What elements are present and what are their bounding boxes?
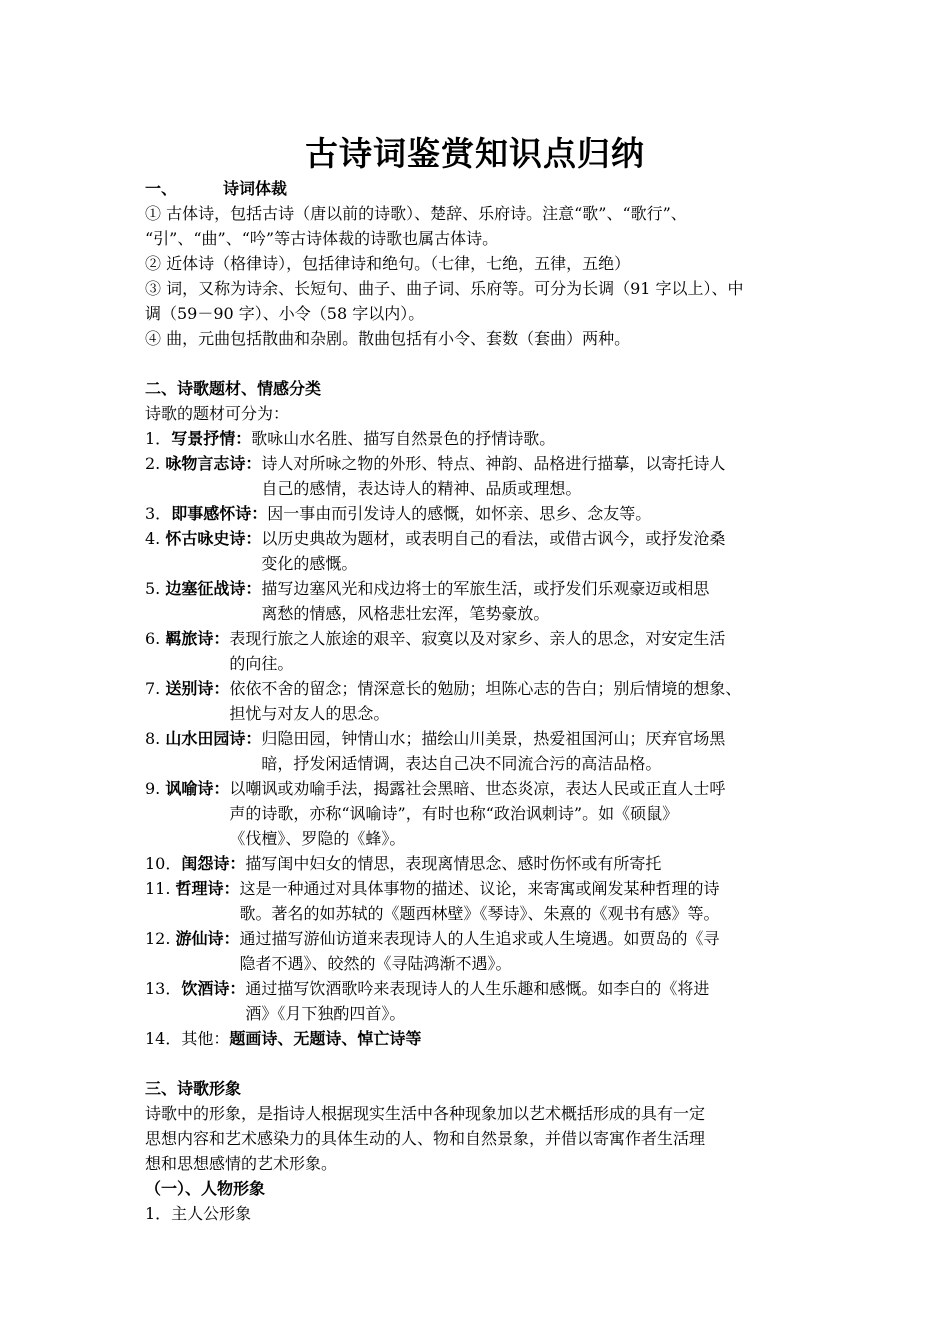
- genre-item: [145, 851, 813, 876]
- genre-item-number: 2.: [145, 454, 166, 473]
- description-line: 歌。著名的如苏轼的《题西林壁》《琴诗》、朱熹的《观书有感》等。: [239, 904, 720, 923]
- genre-item-description: [240, 926, 813, 976]
- genre-item-description: [229, 626, 813, 676]
- section-1-heading: [145, 176, 813, 201]
- genre-item-head: [145, 451, 261, 501]
- description-line: 暗，抒发闲适情调，表达自己决不同流合污的高洁品格。: [261, 754, 662, 773]
- subsection-item: 1．主人公形象: [145, 1204, 252, 1223]
- genre-item-description: [267, 501, 813, 526]
- genre-item-head: [145, 851, 245, 876]
- genre-item: [145, 776, 813, 851]
- description-line: 《伐檀》、罗隐的《蜂》。: [229, 829, 406, 848]
- genre-item: [145, 676, 813, 726]
- genre-item-name: 闺怨诗：: [181, 854, 246, 873]
- description-line: 离愁的情感，风格悲壮宏浑，笔势豪放。: [261, 604, 550, 623]
- description-line: 自己的感情，表达诗人的精神、品质或理想。: [261, 479, 582, 498]
- genre-item-head: [145, 426, 251, 451]
- genre-item-description: [251, 426, 813, 451]
- subsection-heading: （一）、人物形象: [145, 1179, 266, 1198]
- genre-item-name: 山水田园诗：: [165, 729, 262, 748]
- genre-item-number: 13．: [145, 979, 182, 998]
- description-line: 歌咏山水名胜、描写自然景色的抒情诗歌。: [251, 429, 556, 448]
- section-1-title: 诗词体裁: [223, 179, 288, 198]
- genre-item-other: [145, 1026, 813, 1051]
- genre-item-number: 14．: [145, 1029, 182, 1048]
- genre-item-name: 怀古咏史诗：: [165, 529, 262, 548]
- description-line: 描写边塞风光和戍边将士的军旅生活，或抒发们乐观豪迈或相思: [261, 579, 710, 598]
- genre-item-name: 饮酒诗：: [181, 979, 246, 998]
- page-title: 古诗词鉴赏知识点归纳: [305, 134, 645, 173]
- paragraph-line: ③ 词，又称为诗余、长短句、曲子、曲子词、乐府等。可分为长调（91 字以上）、中: [145, 279, 744, 298]
- genre-item: [145, 426, 813, 451]
- genre-item-head: [145, 626, 229, 676]
- description-line: 依依不舍的留念；情深意长的勉励；坦陈心志的告白；别后情境的想象、: [229, 679, 742, 698]
- genre-item-description: [261, 576, 813, 626]
- section-3-heading: 三、诗歌形象: [145, 1079, 242, 1098]
- genre-item-name: 写景抒情：: [171, 429, 252, 448]
- description-line: 以历史典故为题材，或表明自己的看法，或借古讽今，或抒发沧桑: [261, 529, 726, 548]
- section-1-number: 一、: [145, 179, 178, 198]
- genre-item-head: [145, 926, 240, 976]
- genre-item-name: 游仙诗：: [175, 929, 240, 948]
- paragraph-line: 调（59－90 字）、小令（58 字以内）。: [145, 304, 425, 323]
- genre-item-name: 羁旅诗：: [165, 629, 230, 648]
- genre-item-head: [145, 576, 261, 626]
- genre-list: [145, 426, 813, 1026]
- genre-item: [145, 576, 813, 626]
- section-2-heading: 二、诗歌题材、情感分类: [145, 379, 322, 398]
- description-line: 以嘲讽或劝喻手法，揭露社会黑暗、世态炎凉，表达人民或正直人士呼: [229, 779, 726, 798]
- genre-item: [145, 501, 813, 526]
- genre-item: [145, 876, 813, 926]
- description-line: 因一事由而引发诗人的感慨，如怀亲、思乡、念友等。: [267, 504, 652, 523]
- genre-item-number: 1．: [145, 429, 172, 448]
- genre-item-head: [145, 501, 267, 526]
- genre-item-name: 即事感怀诗：: [171, 504, 268, 523]
- description-line: 隐者不遇》、皎然的《寻陆鸿渐不遇》。: [239, 954, 512, 973]
- genre-item: [145, 976, 813, 1026]
- description-line: 通过描写饮酒歌吟来表现诗人的人生乐趣和感慨。如李白的《将进: [245, 979, 710, 998]
- description-line: 酒》《月下独酌四首》。: [245, 1004, 406, 1023]
- genre-item-number: 3．: [145, 504, 172, 523]
- genre-item-head: [145, 726, 261, 776]
- genre-item-number: 4.: [145, 529, 166, 548]
- genre-item-label: 其他：: [181, 1029, 230, 1048]
- genre-item-number: 7.: [145, 679, 166, 698]
- genre-item-head: [145, 676, 229, 726]
- paragraph-line: 思想内容和艺术感染力的具体生动的人、物和自然景象，并借以寄寓作者生活理: [145, 1129, 706, 1148]
- genre-item-number: 12.: [145, 929, 176, 948]
- description-line: 通过描写游仙访道来表现诗人的人生追求或人生境遇。如贾岛的《寻: [239, 929, 720, 948]
- description-line: 描写闺中妇女的情思，表现离情思念、感时伤怀或有所寄托: [245, 854, 662, 873]
- genre-item-name: 哲理诗：: [175, 879, 240, 898]
- description-line: 表现行旅之人旅途的艰辛、寂寞以及对家乡、亲人的思念，对安定生活: [229, 629, 726, 648]
- genre-item-description: [229, 776, 813, 851]
- genre-item: [145, 526, 813, 576]
- genre-item-head: [145, 776, 229, 851]
- genre-item-description: [229, 676, 813, 726]
- genre-item-name: 送别诗：: [165, 679, 230, 698]
- genre-item-description: [245, 976, 813, 1026]
- genre-item-number: 5.: [145, 579, 166, 598]
- genre-item-description: [261, 526, 813, 576]
- genre-item-description: [261, 451, 813, 501]
- description-line: 归隐田园，钟情山水；描绘山川美景，热爱祖国河山；厌弃官场黑: [261, 729, 726, 748]
- genre-item: [145, 726, 813, 776]
- paragraph-line: ① 古体诗，包括古诗（唐以前的诗歌）、楚辞、乐府诗。注意“歌”、“歌行”、: [145, 204, 687, 223]
- paragraph-line: 想和思想感情的艺术形象。: [145, 1154, 338, 1173]
- genre-item-description: [240, 876, 813, 926]
- genre-item-name: 咏物言志诗：: [165, 454, 262, 473]
- description-line: 担忧与对友人的思念。: [229, 704, 390, 723]
- paragraph-line: “引”、“曲”、“吟”等古诗体裁的诗歌也属古体诗。: [145, 229, 499, 248]
- genre-item-number: 8.: [145, 729, 166, 748]
- genre-item: [145, 451, 813, 501]
- genre-item-number: 10．: [145, 854, 182, 873]
- genre-item-number: 6.: [145, 629, 166, 648]
- genre-item-description: [245, 851, 813, 876]
- genre-item-number: 9.: [145, 779, 166, 798]
- paragraph-line: 诗歌中的形象，是指诗人根据现实生活中各种现象加以艺术概括形成的具有一定: [145, 1104, 706, 1123]
- genre-item: [145, 926, 813, 976]
- paragraph-line: ④ 曲，元曲包括散曲和杂剧。散曲包括有小令、套数（套曲）两种。: [145, 329, 631, 348]
- description-line: 诗人对所咏之物的外形、特点、神韵、品格进行描摹，以寄托诗人: [261, 454, 726, 473]
- genre-item-number: 11.: [145, 879, 176, 898]
- description-line: 的向往。: [229, 654, 294, 673]
- genre-item-head: [145, 876, 240, 926]
- description-line: 变化的感慨。: [261, 554, 358, 573]
- genre-item-description: [261, 726, 813, 776]
- genre-item-head: [145, 526, 261, 576]
- genre-item-value: 题画诗、无题诗、悼亡诗等: [229, 1029, 422, 1048]
- document-body: [145, 176, 813, 1226]
- description-line: 声的诗歌，亦称“讽喻诗”，有时也称“政治讽刺诗”。如《硕鼠》: [229, 804, 679, 823]
- genre-item-name: 讽喻诗：: [165, 779, 230, 798]
- description-line: 这是一种通过对具体事物的描述、议论，来寄寓或阐发某种哲理的诗: [239, 879, 720, 898]
- genre-item-name: 边塞征战诗：: [165, 579, 262, 598]
- paragraph-line: ② 近体诗（格律诗），包括律诗和绝句。（七律，七绝，五律，五绝）: [145, 254, 631, 273]
- section-2-intro: 诗歌的题材可分为：: [145, 404, 290, 423]
- genre-item-head: [145, 976, 245, 1026]
- genre-item: [145, 626, 813, 676]
